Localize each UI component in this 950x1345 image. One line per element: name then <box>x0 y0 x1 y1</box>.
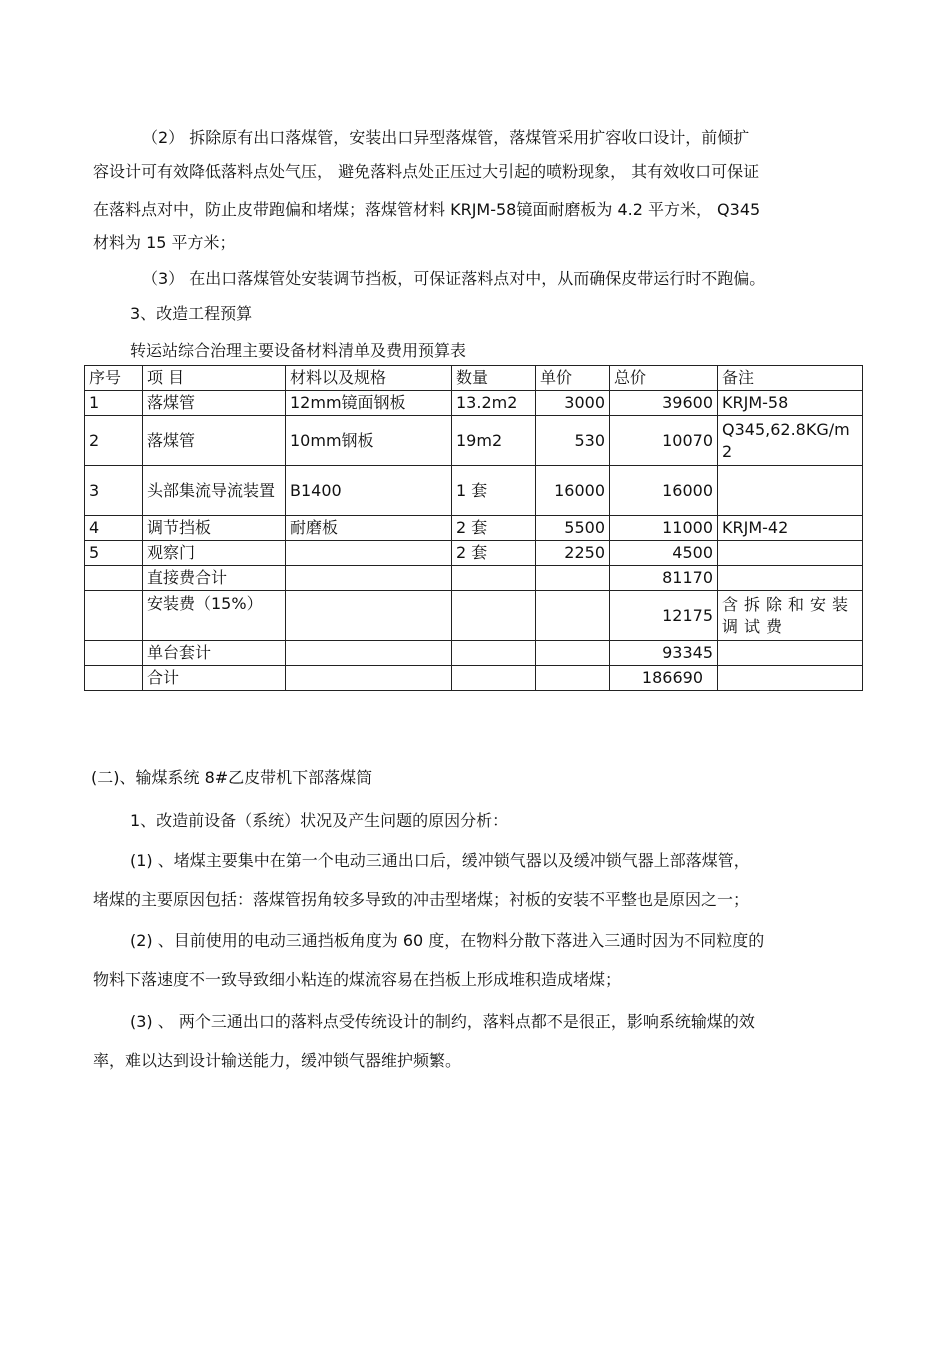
table-cell <box>452 566 536 591</box>
table-cell: 93345 <box>610 641 718 666</box>
table-row <box>85 591 863 641</box>
table-cell <box>85 641 143 666</box>
table-cell: 10mm钢板 <box>286 416 452 466</box>
table-cell: 头部集流导流装置 <box>143 466 286 516</box>
paragraph-line: （3） 在出口落煤管处安装调节挡板，可保证落料点对中，从而确保皮带运行时不跑偏。 <box>142 269 766 288</box>
table-cell: 4500 <box>610 541 718 566</box>
table-cell <box>718 666 863 691</box>
table-cell: 合计 <box>143 666 286 691</box>
table-cell <box>718 541 863 566</box>
table-cell: 安装费（15%） <box>143 591 286 641</box>
table-row <box>85 566 863 591</box>
paragraph-line: (3) 、 两个三通出口的落料点受传统设计的制约，落料点都不是很正，影响系统输煤的效 <box>130 1012 755 1031</box>
table-row <box>85 641 863 666</box>
table-cell: 16000 <box>536 466 610 516</box>
table-cell: 2 <box>85 416 143 466</box>
table-cell <box>536 566 610 591</box>
paragraph-line: 容设计可有效降低落料点处气压， 避免落料点处正压过大引起的喷粉现象， 其有效收口可保证 <box>93 162 760 181</box>
table-cell <box>536 641 610 666</box>
table-cell <box>286 566 452 591</box>
table-cell: 落煤管 <box>143 416 286 466</box>
table-cell: 含拆除和安装调试费 <box>718 591 863 641</box>
table-cell: 1 套 <box>452 466 536 516</box>
table-cell <box>286 541 452 566</box>
table-cell: 耐磨板 <box>286 516 452 541</box>
table-cell: 3 <box>85 466 143 516</box>
table-cell: 81170 <box>610 566 718 591</box>
budget-table <box>84 365 863 691</box>
table-cell: 19m2 <box>452 416 536 466</box>
table-cell <box>85 666 143 691</box>
paragraph-line: 率，难以达到设计输送能力，缓冲锁气器维护频繁。 <box>93 1051 462 1070</box>
table-cell <box>536 591 610 641</box>
table-cell <box>718 641 863 666</box>
table-cell: 4 <box>85 516 143 541</box>
table-cell: 12mm镜面钢板 <box>286 391 452 416</box>
table-row <box>85 516 863 541</box>
table-cell <box>286 666 452 691</box>
header-cell: 材料以及规格 <box>286 366 452 391</box>
table-cell: 13.2m2 <box>452 391 536 416</box>
table-cell: B1400 <box>286 466 452 516</box>
table-cell: 12175 <box>610 591 718 641</box>
table-header-row <box>85 366 863 391</box>
table-row <box>85 391 863 416</box>
table-cell <box>536 666 610 691</box>
paragraph-line: (1) 、堵煤主要集中在第一个电动三通出口后，缓冲锁气器以及缓冲锁气器上部落煤管， <box>130 851 750 870</box>
table-cell: 落煤管 <box>143 391 286 416</box>
table-cell <box>85 566 143 591</box>
table-row <box>85 416 863 466</box>
table-cell <box>452 591 536 641</box>
table-cell: KRJM-42 <box>718 516 863 541</box>
table-cell: 2 套 <box>452 541 536 566</box>
paragraph-line: (2) 、目前使用的电动三通挡板角度为 60 度，在物料分散下落进入三通时因为不同粒度的 <box>130 931 765 950</box>
paragraph-line: 在落料点对中，防止皮带跑偏和堵煤；落煤管材料 KRJM-58镜面耐磨板为 4.2 平方米， Q345 <box>93 200 761 219</box>
table-cell: 11000 <box>610 516 718 541</box>
table-cell: 39600 <box>610 391 718 416</box>
table-cell: 5500 <box>536 516 610 541</box>
table-row <box>85 466 863 516</box>
table-cell: 调节挡板 <box>143 516 286 541</box>
table-cell <box>452 641 536 666</box>
section-heading: (二)、输煤系统 8#乙皮带机下部落煤筒 <box>91 768 373 787</box>
paragraph-line: （2） 拆除原有出口落煤管，安装出口异型落煤管，落煤管采用扩容收口设计，前倾扩 <box>142 128 750 147</box>
table-cell: 单台套计 <box>143 641 286 666</box>
header-cell: 数量 <box>452 366 536 391</box>
table-cell: 直接费合计 <box>143 566 286 591</box>
table-cell: 2 套 <box>452 516 536 541</box>
header-cell: 备注 <box>718 366 863 391</box>
header-cell: 项 目 <box>143 366 286 391</box>
table-cell: 1 <box>85 391 143 416</box>
header-cell: 序号 <box>85 366 143 391</box>
table-cell <box>85 591 143 641</box>
table-cell <box>718 466 863 516</box>
table-title: 转运站综合治理主要设备材料清单及费用预算表 <box>130 341 467 360</box>
paragraph-line: 材料为 15 平方米； <box>93 233 236 252</box>
table-row <box>85 666 863 691</box>
table-cell: 186690 <box>610 666 718 691</box>
paragraph-line: 1、改造前设备（系统）状况及产生问题的原因分析： <box>130 811 509 830</box>
table-cell <box>286 641 452 666</box>
header-cell: 总价 <box>610 366 718 391</box>
table-cell: 5 <box>85 541 143 566</box>
table-cell: 16000 <box>610 466 718 516</box>
table-cell: 10070 <box>610 416 718 466</box>
paragraph-line: 物料下落速度不一致导致细小粘连的煤流容易在挡板上形成堆积造成堵煤； <box>93 970 622 989</box>
table-cell: Q345,62.8KG/m2 <box>718 416 863 466</box>
table-row <box>85 541 863 566</box>
header-cell: 单价 <box>536 366 610 391</box>
table-cell: KRJM-58 <box>718 391 863 416</box>
table-cell: 2250 <box>536 541 610 566</box>
table-cell: 观察门 <box>143 541 286 566</box>
table-cell <box>718 566 863 591</box>
table-cell <box>452 666 536 691</box>
table-cell <box>286 591 452 641</box>
table-cell: 530 <box>536 416 610 466</box>
section-heading: 3、改造工程预算 <box>130 304 253 323</box>
paragraph-line: 堵煤的主要原因包括：落煤管拐角较多导致的冲击型堵煤；衬板的安装不平整也是原因之一； <box>93 890 750 909</box>
table-cell: 3000 <box>536 391 610 416</box>
